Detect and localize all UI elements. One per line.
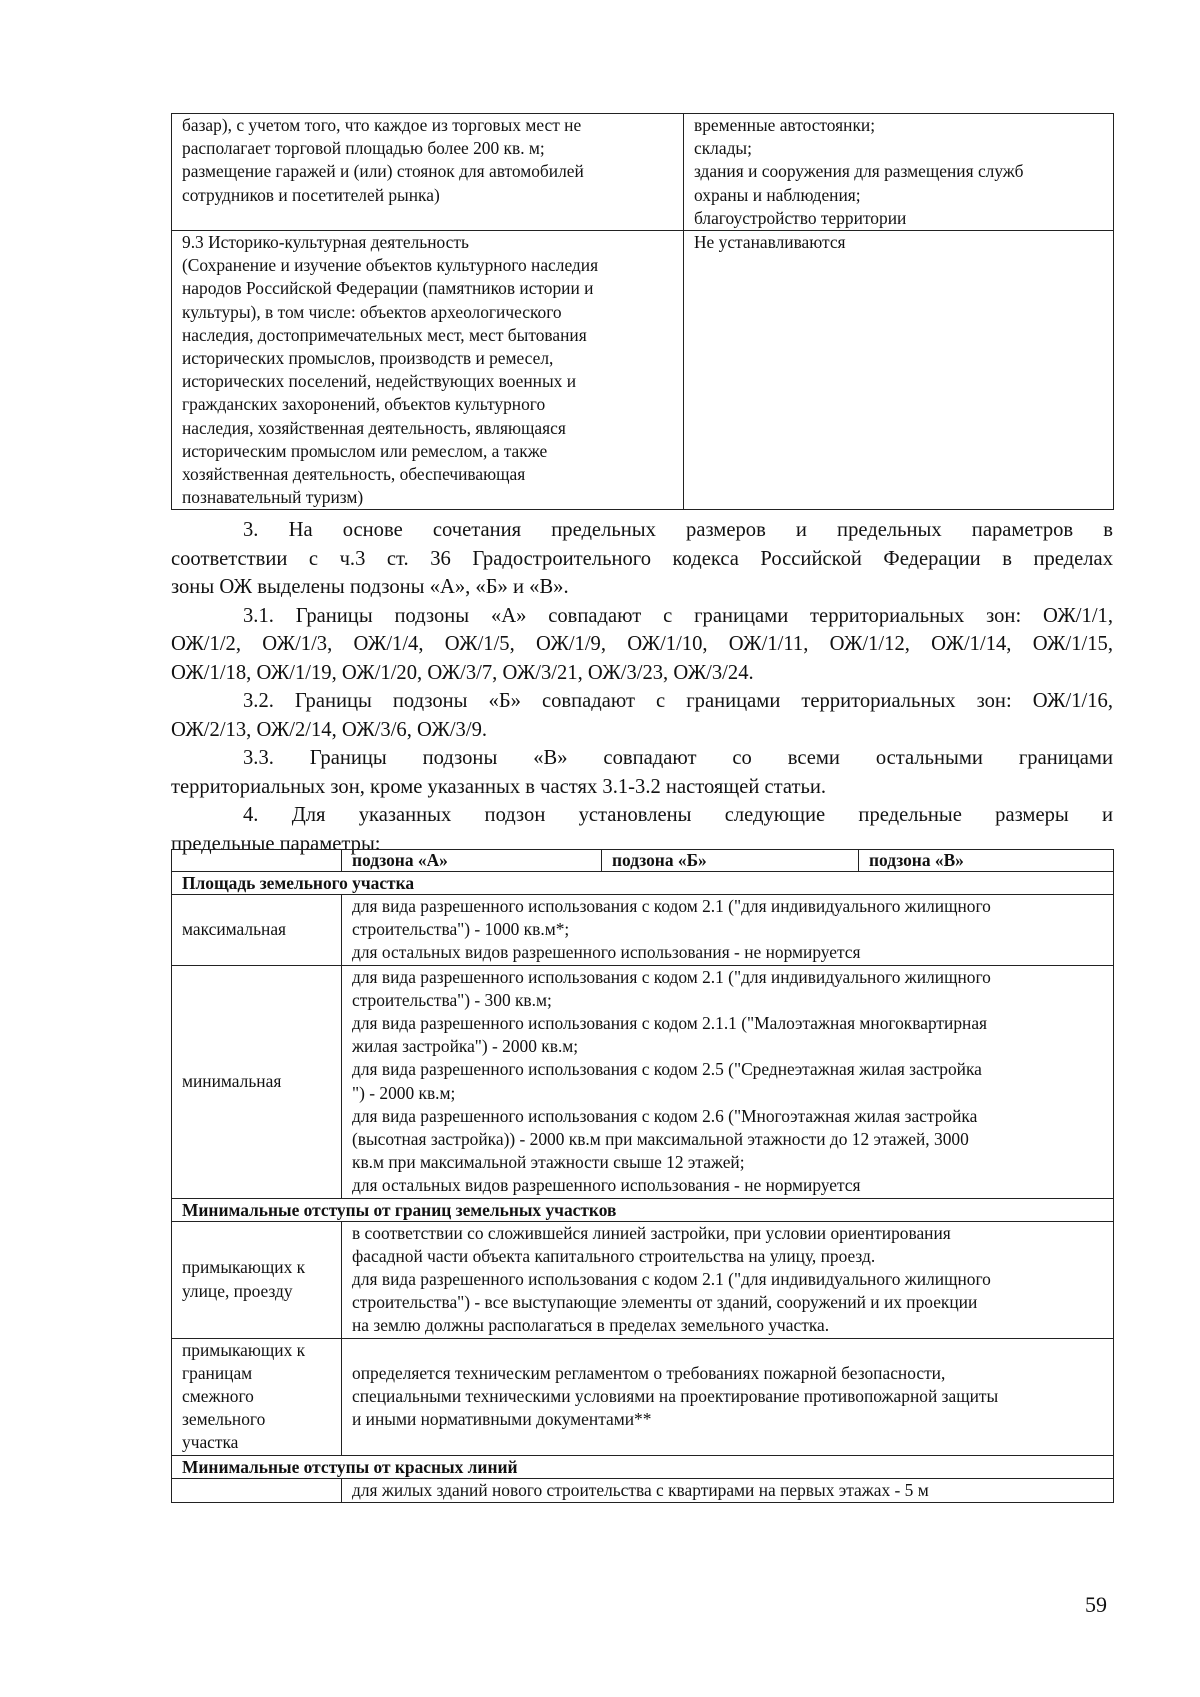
cell-line: Не устанавливаются bbox=[694, 232, 846, 253]
value-cell bbox=[342, 1478, 1114, 1502]
value-cell bbox=[342, 1338, 1114, 1455]
cell-line: специальными техническими условиями на проектирование противопожарной защиты bbox=[352, 1386, 999, 1407]
cell-line: для остальных видов разрешенного использования - не нормируется bbox=[352, 942, 861, 963]
page-number: 59 bbox=[1085, 1592, 1107, 1617]
cell-line: 9.3 Историко-культурная деятельность bbox=[182, 232, 469, 253]
cell-line: склады; bbox=[694, 138, 752, 159]
table-row bbox=[172, 1338, 1114, 1455]
text-line: ОЖ/1/2, ОЖ/1/3, ОЖ/1/4, ОЖ/1/5, ОЖ/1/9, ОЖ/1/10, ОЖ/1/11, ОЖ/1/12, ОЖ/1/14, ОЖ/1/15, bbox=[171, 633, 1113, 655]
cell-line: на землю должны располагаться в пределах земельного участка. bbox=[352, 1315, 830, 1336]
cell-line: строительства") - 1000 кв.м*; bbox=[352, 919, 570, 940]
cell-line: временные автостоянки; bbox=[694, 115, 876, 135]
cell-line: здания и сооружения для размещения служб bbox=[694, 161, 1024, 182]
table-row bbox=[172, 114, 1114, 231]
value-cell bbox=[342, 1221, 1114, 1338]
cell-line: кв.м при максимальной этажности свыше 12 этажей; bbox=[352, 1152, 745, 1173]
section-row bbox=[172, 1198, 1114, 1221]
cell-line: исторических поселений, недействующих военных и bbox=[182, 371, 577, 392]
cell-line: располагает торговой площадью более 200 кв. м; bbox=[182, 138, 545, 159]
section-row bbox=[172, 872, 1114, 895]
cell-line: для вида разрешенного использования с кодом 2.1.1 ("Малоэтажная многоквартирная bbox=[352, 1013, 988, 1034]
header-empty-cell bbox=[172, 850, 342, 872]
section-title-area: Площадь земельного участка bbox=[172, 872, 1114, 895]
cell-line: определяется техническим регламентом о требованиях пожарной безопасности, bbox=[352, 1362, 946, 1383]
table-header-row bbox=[172, 850, 1114, 872]
cell-line: (высотная застройка)) - 2000 кв.м при максимальной этажности до 12 этажей, 3000 bbox=[352, 1129, 969, 1150]
section-title-red-lines: Минимальные отступы от красных линий bbox=[172, 1455, 1114, 1478]
use-description-cell bbox=[172, 114, 684, 231]
label-line: смежного bbox=[182, 1386, 254, 1407]
text-line: зоны ОЖ выделены подзоны «А», «Б» и «В». bbox=[171, 576, 569, 598]
paragraph-3-2 bbox=[171, 687, 1113, 744]
use-description-cell bbox=[172, 231, 684, 510]
cell-line: народов Российской Федерации (памятников истории и bbox=[182, 278, 594, 299]
label-line: границам bbox=[182, 1362, 253, 1383]
text-line: предельные параметры: bbox=[171, 832, 381, 855]
section-title-setbacks: Минимальные отступы от границ земельных участков bbox=[172, 1198, 1114, 1221]
text-line: 3.3. Границы подзоны «В» совпадают со всеми остальными границами bbox=[243, 747, 1113, 769]
table-row bbox=[172, 895, 1114, 966]
text-line: соответствии с ч.3 ст. 36 Градостроительного кодекса Российской Федерации в пределах bbox=[171, 547, 1113, 570]
row-label-adjacent bbox=[172, 1338, 342, 1455]
cell-line: для жилых зданий нового строительства с квартирами на первых этажах - 5 м bbox=[352, 1479, 929, 1500]
cell-line: сотрудников и посетителей рынка) bbox=[182, 184, 440, 205]
text-line: 4. Для указанных подзон установлены следующие предельные размеры и bbox=[243, 804, 1113, 826]
header-subzone-a: подзона «А» bbox=[342, 850, 602, 872]
row-label-street bbox=[172, 1221, 342, 1338]
label-line: улице, проезду bbox=[182, 1280, 293, 1301]
table-row bbox=[172, 231, 1114, 510]
row-label-max: максимальная bbox=[172, 895, 342, 966]
section-row bbox=[172, 1455, 1114, 1478]
cell-line: для остальных видов разрешенного использования - не нормируется bbox=[352, 1175, 861, 1196]
cell-line: для вида разрешенного использования с кодом 2.1 ("для индивидуального жилищного bbox=[352, 1269, 991, 1290]
value-cell bbox=[342, 965, 1114, 1198]
auxiliary-use-cell bbox=[684, 231, 1114, 510]
table-row bbox=[172, 965, 1114, 1198]
cell-line: в соответствии со сложившейся линией застройки, при условии ориентирования bbox=[352, 1222, 951, 1243]
cell-line: историческим промыслом или ремеслом, а также bbox=[182, 440, 548, 461]
cell-line: для вида разрешенного использования с кодом 2.1 ("для индивидуального жилищного bbox=[352, 966, 991, 987]
label-line: земельного bbox=[182, 1409, 266, 1430]
cell-line: благоустройство территории bbox=[694, 207, 907, 228]
cell-line: гражданских захоронений, объектов культурного bbox=[182, 394, 546, 415]
paragraph-3-3 bbox=[171, 744, 1113, 801]
table-row bbox=[172, 1478, 1114, 1502]
cell-line: строительства") - 300 кв.м; bbox=[352, 989, 552, 1010]
cell-line: базар), с учетом того, что каждое из торговых мест не bbox=[182, 115, 582, 135]
cell-line: для вида разрешенного использования с кодом 2.6 ("Многоэтажная жилая застройка bbox=[352, 1105, 978, 1126]
header-subzone-b: подзона «Б» bbox=[602, 850, 859, 872]
cell-line: для вида разрешенного использования с кодом 2.1 ("для индивидуального жилищного bbox=[352, 896, 991, 916]
cell-line: фасадной части объекта капитального строительства на улицу, проезд. bbox=[352, 1245, 876, 1266]
permitted-use-table bbox=[171, 113, 1114, 510]
cell-line: культуры), в том числе: объектов археологического bbox=[182, 301, 562, 322]
cell-line: жилая застройка") - 2000 кв.м; bbox=[352, 1036, 579, 1057]
label-line: участка bbox=[182, 1432, 239, 1453]
cell-line: ") - 2000 кв.м; bbox=[352, 1082, 456, 1103]
cell-line: хозяйственная деятельность, обеспечивающая bbox=[182, 464, 526, 485]
cell-line: наследия, хозяйственная деятельность, являющаяся bbox=[182, 417, 566, 438]
cell-line: размещение гаражей и (или) стоянок для автомобилей bbox=[182, 161, 584, 182]
text-line: территориальных зон, кроме указанных в частях 3.1-3.2 настоящей статьи. bbox=[171, 775, 827, 798]
value-cell bbox=[342, 895, 1114, 966]
header-subzone-c: подзона «В» bbox=[859, 850, 1114, 872]
cell-line: для вида разрешенного использования с кодом 2.5 ("Среднеэтажная жилая застройка bbox=[352, 1059, 982, 1080]
cell-line: исторических промыслов, производств и ремесел, bbox=[182, 348, 554, 369]
cell-line: и иными нормативными документами** bbox=[352, 1409, 652, 1430]
text-line: 3. На основе сочетания предельных размеров и предельных параметров в bbox=[243, 519, 1113, 541]
label-line: примыкающих к bbox=[182, 1339, 306, 1360]
body-text bbox=[171, 516, 1113, 858]
table-row bbox=[172, 1221, 1114, 1338]
text-line: 3.2. Границы подзоны «Б» совпадают с границами территориальных зон: ОЖ/1/16, bbox=[243, 690, 1113, 712]
text-line: 3.1. Границы подзоны «А» совпадают с границами территориальных зон: ОЖ/1/1, bbox=[243, 604, 1113, 627]
cell-line: познавательный туризм) bbox=[182, 487, 364, 508]
cell-line: (Сохранение и изучение объектов культурного наследия bbox=[182, 255, 599, 276]
cell-line: охраны и наблюдения; bbox=[694, 184, 861, 205]
cell-line: строительства") - все выступающие элементы от зданий, сооружений и их проекции bbox=[352, 1292, 978, 1313]
row-label-min: минимальная bbox=[172, 965, 342, 1198]
paragraph-3-1 bbox=[171, 602, 1113, 688]
text-line: ОЖ/1/18, ОЖ/1/19, ОЖ/1/20, ОЖ/3/7, ОЖ/3/21, ОЖ/3/23, ОЖ/3/24. bbox=[171, 661, 754, 684]
parameters-table bbox=[171, 849, 1114, 1503]
cell-line: наследия, достопримечательных мест, мест бытования bbox=[182, 324, 587, 345]
text-line: ОЖ/2/13, ОЖ/2/14, ОЖ/3/6, ОЖ/3/9. bbox=[171, 718, 488, 741]
row-label-red bbox=[172, 1478, 342, 1502]
paragraph-3 bbox=[171, 516, 1113, 602]
label-line: примыкающих к bbox=[182, 1257, 306, 1278]
auxiliary-use-cell bbox=[684, 114, 1114, 231]
